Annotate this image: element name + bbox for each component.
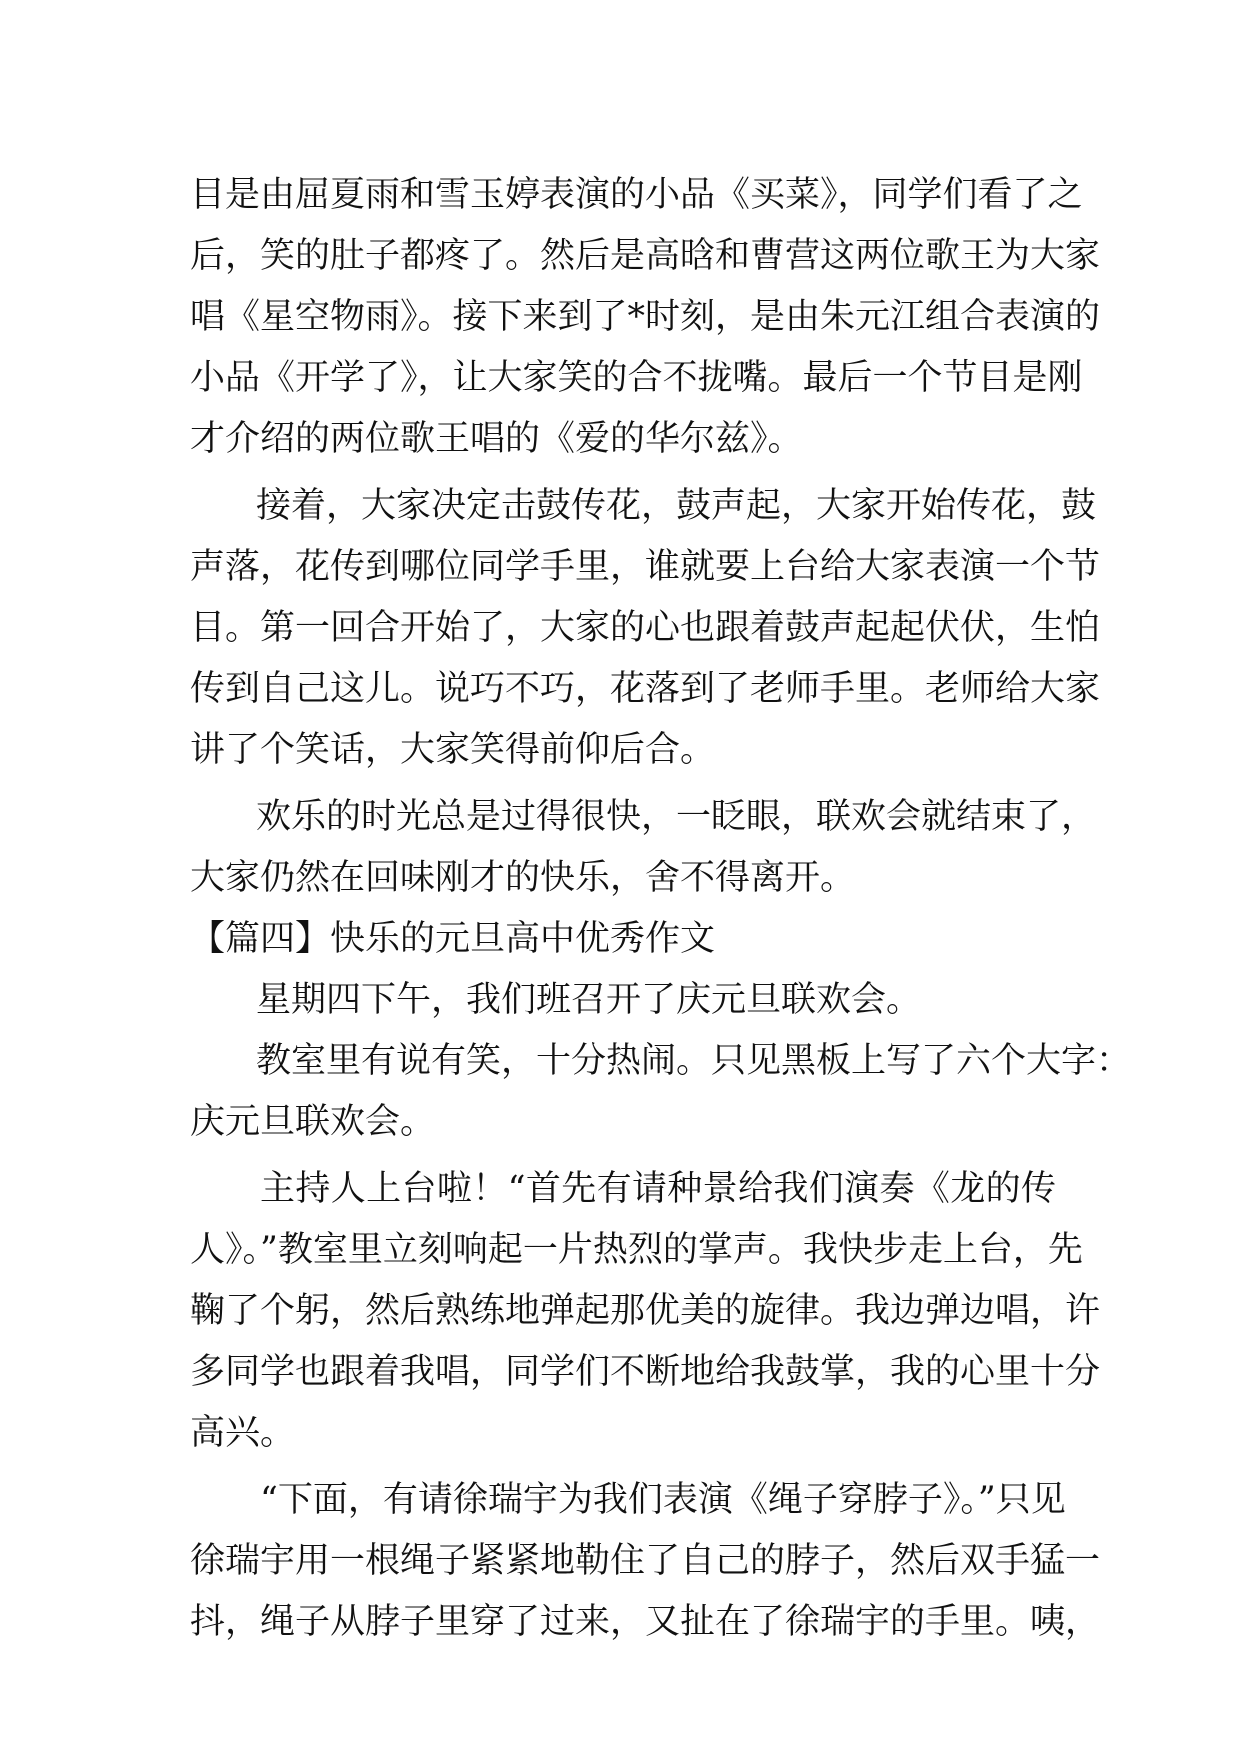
text-line: 目是由屈夏雨和雪玉婷表演的小品《买菜》，同学们看了之 bbox=[190, 175, 1083, 215]
text-line: “下面，有请徐瑞宇为我们表演《绳子穿脖子》。”只见 bbox=[260, 1480, 1066, 1520]
paragraph-rope-trick bbox=[190, 1470, 1101, 1653]
text-line: 接着，大家决定击鼓传花，鼓声起，大家开始传花，鼓 bbox=[256, 486, 1097, 526]
text-line: 庆元旦联欢会。 bbox=[190, 1102, 436, 1142]
text-line: 大家仍然在回味刚才的快乐，舍不得离开。 bbox=[190, 858, 856, 898]
text-line: 声落，花传到哪位同学手里，谁就要上台给大家表演一个节 bbox=[190, 547, 1101, 587]
text-line: 目。第一回合开始了，大家的心也跟着鼓声起起伏伏，生怕 bbox=[190, 608, 1101, 648]
text-line: 主持人上台啦！“首先有请种景给我们演奏《龙的传 bbox=[260, 1169, 1056, 1209]
text-line: 高兴。 bbox=[190, 1413, 296, 1453]
text-line: 小品《开学了》，让大家笑的合不拢嘴。最后一个节目是刚 bbox=[190, 358, 1083, 398]
text-line: 讲了个笑话，大家笑得前仰后合。 bbox=[190, 730, 716, 770]
text-line: 人》。”教室里立刻响起一片热烈的掌声。我快步走上台，先 bbox=[190, 1230, 1083, 1270]
text-line: 传到自己这儿。说巧不巧，花落到了老师手里。老师给大家 bbox=[190, 669, 1101, 709]
paragraph-intro bbox=[190, 970, 1056, 1031]
paragraph-drum-game bbox=[190, 476, 1101, 781]
text-line: 星期四下午，我们班召开了庆元旦联欢会。 bbox=[256, 980, 922, 1020]
text-line: 才介绍的两位歌王唱的《爱的华尔兹》。 bbox=[190, 419, 803, 459]
text-line: 后，笑的肚子都疼了。然后是高晗和曹营这两位歌王为大家 bbox=[190, 236, 1101, 276]
text-line: 教室里有说有笑，十分热闹。只见黑板上写了六个大字： bbox=[256, 1041, 1132, 1081]
document-body bbox=[190, 165, 1132, 1653]
paragraph-classroom bbox=[190, 1031, 1132, 1153]
text-line: 鞠了个躬，然后熟练地弹起那优美的旋律。我边弹边唱，许 bbox=[190, 1291, 1101, 1331]
text-line: 抖，绳子从脖子里穿了过来，又扯在了徐瑞宇的手里。咦， bbox=[190, 1602, 1101, 1642]
paragraph-skits bbox=[190, 165, 1101, 470]
section-heading bbox=[190, 909, 1056, 970]
text-line: 多同学也跟着我唱，同学们不断地给我鼓掌，我的心里十分 bbox=[190, 1352, 1101, 1392]
text-line: 唱《星空物雨》。接下来到了*时刻，是由朱元江组合表演的 bbox=[190, 297, 1101, 337]
paragraph-performance bbox=[190, 1159, 1101, 1464]
paragraph-ending bbox=[190, 787, 1097, 909]
text-line: 欢乐的时光总是过得很快，一眨眼，联欢会就结束了， bbox=[256, 797, 1097, 837]
section-title: 【篇四】快乐的元旦高中优秀作文 bbox=[190, 919, 716, 959]
text-line: 徐瑞宇用一根绳子紧紧地勒住了自己的脖子，然后双手猛一 bbox=[190, 1541, 1101, 1581]
